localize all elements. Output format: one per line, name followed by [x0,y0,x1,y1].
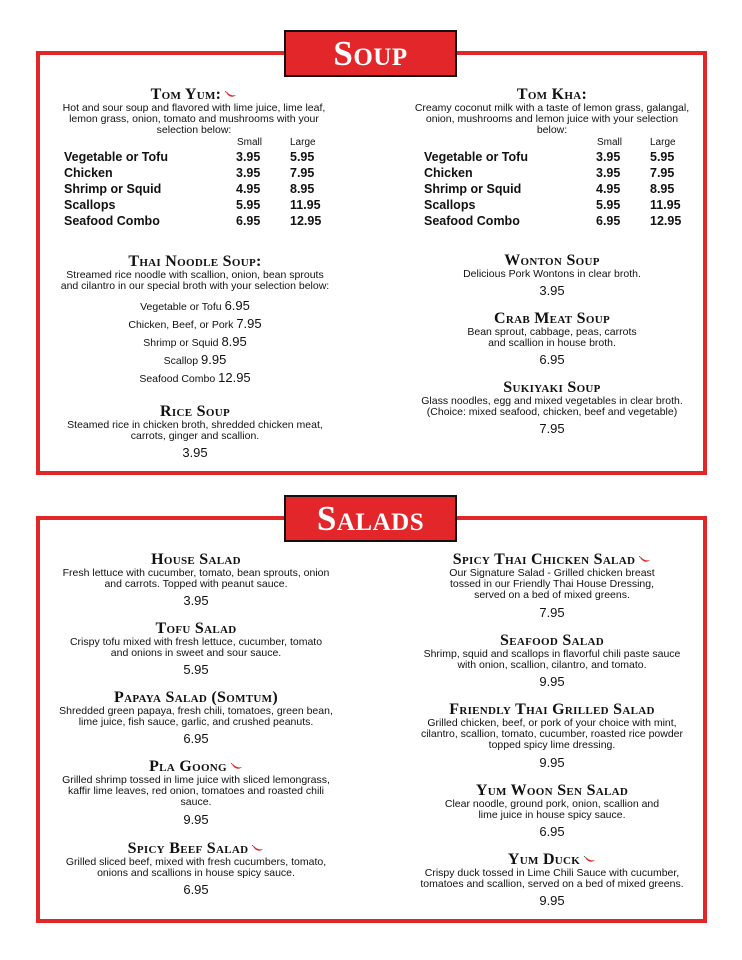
wonton-soup-item [413,252,691,298]
item-title: Seafood Salad [500,632,604,649]
size-header-large: Large [290,137,316,148]
option-row: Vegetable or Tofu 6.95 [140,298,250,314]
item-price: 6.95 [539,824,565,840]
item-price: 7.95 [539,604,565,620]
price-row: Vegetable or Tofu 3.95 5.95 [424,150,675,164]
item-price: 9.95 [539,754,565,770]
item-description: Our Signature Salad - Grilled chicken breast tossed in our Friendly Thai House Dressing, served on a bed of mixed greens. [449,567,655,602]
item-description: Fresh lettuce with cucumber, tomato, bean sprouts, onion and carrots. Topped with peanut sauce. [62,567,330,591]
item-description: Hot and sour soup and flavored with lime juice, lime leaf, lemon grass, onion, tomato and mushrooms with your selection below: [62,102,326,137]
item-title: Sukiyaki Soup [503,379,601,396]
crab-meat-soup-item [413,310,691,367]
item-title: Thai Noodle Soup: [128,253,262,270]
item-price: 3.95 [182,445,208,461]
item-title: Tom Yum: [150,86,222,103]
size-header-small: Small [237,137,263,148]
price-row: Chicken 3.95 7.95 [424,166,675,180]
price-row: Chicken 3.95 7.95 [64,166,315,180]
item-description: Creamy coconut milk with a taste of lemon grass, galangal, onion, mushrooms and lemon juice with your selection below: [414,102,690,137]
price-row: Shrimp or Squid 4.95 8.95 [424,182,675,196]
yum-duck-item [413,851,691,908]
chili-pepper-icon [584,856,596,864]
papaya-salad-item [52,689,340,746]
spicy-thai-chicken-salad-item [413,551,691,620]
rice-soup-item [60,403,330,460]
spicy-beef-salad-item [56,840,336,897]
item-description: Crispy duck tossed in Lime Chili Sauce with cucumber, tomatoes and scallion, served on a bed of mixed greens. [420,867,684,891]
item-price: 6.95 [539,352,565,368]
price-row: Scallops 5.95 11.95 [64,198,321,212]
item-title: Pla Goong [149,758,227,775]
item-title: Yum Woon Sen Salad [475,782,629,799]
chili-pepper-icon [639,556,651,564]
chili-pepper-icon [225,91,237,99]
item-title: House Salad [151,551,241,568]
item-price: 3.95 [183,593,209,609]
item-price: 9.95 [539,674,565,690]
item-title: Spicy Beef Salad [127,840,249,857]
tom-kha-price-table [424,137,700,229]
item-description: Grilled chicken, beef, or pork of your choice with mint, cilantro, scallion, tomato, cucumber, roasted rice powder topped spicy lime dressing. [420,717,684,752]
option-row: Scallop 9.95 [163,352,227,368]
item-price: 3.95 [539,283,565,299]
item-price: 5.95 [183,662,209,678]
pla-goong-item [60,758,332,827]
size-header-small: Small [597,137,623,148]
item-description: Streamed rice noodle with scallion, onion, bean sprouts and cilantro in our special broth with your selection below: [60,269,330,293]
item-title: Yum Duck [507,851,581,868]
item-price: 7.95 [539,421,565,437]
price-row: Shrimp or Squid 4.95 8.95 [64,182,315,196]
item-description: Clear noodle, ground pork, onion, scallion and lime juice in house spicy sauce. [444,798,660,822]
size-header-large: Large [650,137,676,148]
item-description: Bean sprout, cabbage, peas, carrots and scallion in house broth. [467,326,637,350]
item-title: Tom Kha: [516,86,588,103]
option-row: Seafood Combo 12.95 [139,370,251,386]
item-title: Wonton Soup [504,252,600,269]
item-description: Grilled shrimp tossed in lime juice with sliced lemongrass, kaffir lime leaves, red onion, tomatoes and roasted chili sauce. [62,774,330,809]
chili-pepper-icon [231,763,243,771]
item-title: Rice Soup [160,403,230,420]
option-row: Shrimp or Squid 8.95 [143,334,247,350]
item-description: Delicious Pork Wontons in clear broth. [463,268,641,280]
item-description: Grilled sliced beef, mixed with fresh cucumbers, tomato, onions and scallions in house spicy sauce. [65,856,327,880]
item-title: Crab Meat Soup [494,310,610,327]
yum-woon-sen-salad-item [413,782,691,839]
item-description: Shredded green papaya, fresh chili, tomatoes, green bean, lime juice, fish sauce, garlic, and crushed peanuts. [59,705,333,729]
item-price: 9.95 [539,893,565,909]
item-title: Tofu Salad [155,620,237,637]
sukiyaki-soup-item [413,379,691,436]
thai-noodle-options [60,297,330,387]
item-description: Glass noodles, egg and mixed vegetables in clear broth. (Choice: mixed seafood, chicken, beef and vegetable) [421,395,683,419]
price-row: Seafood Combo 6.95 12.95 [424,214,682,228]
item-title: Papaya Salad (Somtum) [114,689,278,706]
seafood-salad-item [413,632,691,689]
item-title: Spicy Thai Chicken Salad [452,551,636,568]
item-description: Steamed rice in chicken broth, shredded chicken meat, carrots, ginger and scallion. [67,419,323,443]
item-price: 6.95 [183,882,209,898]
item-price: 9.95 [183,811,209,827]
option-row: Chicken, Beef, or Pork 7.95 [128,316,262,332]
price-row: Scallops 5.95 11.95 [424,198,681,212]
soup-heading: Soup [284,30,457,77]
salads-heading: Salads [284,495,457,542]
item-price: 6.95 [183,731,209,747]
friendly-thai-grilled-salad-item [408,701,696,770]
price-row: Seafood Combo 6.95 12.95 [64,214,322,228]
item-description: Shrimp, squid and scallops in flavorful chili paste sauce with onion, scallion, cilantro, and tomato. [423,648,681,672]
chili-pepper-icon [252,845,264,853]
tom-yum-price-table [64,137,340,229]
tom-yum-item [52,86,336,137]
price-row: Vegetable or Tofu 3.95 5.95 [64,150,315,164]
tofu-salad-item [60,620,332,677]
thai-noodle-soup-item [60,253,330,387]
house-salad-item [60,551,332,608]
item-description: Crispy tofu mixed with fresh lettuce, cucumber, tomato and onions in sweet and sour sauce. [69,636,323,660]
item-title: Friendly Thai Grilled Salad [449,701,655,718]
tom-kha-item [413,86,691,137]
